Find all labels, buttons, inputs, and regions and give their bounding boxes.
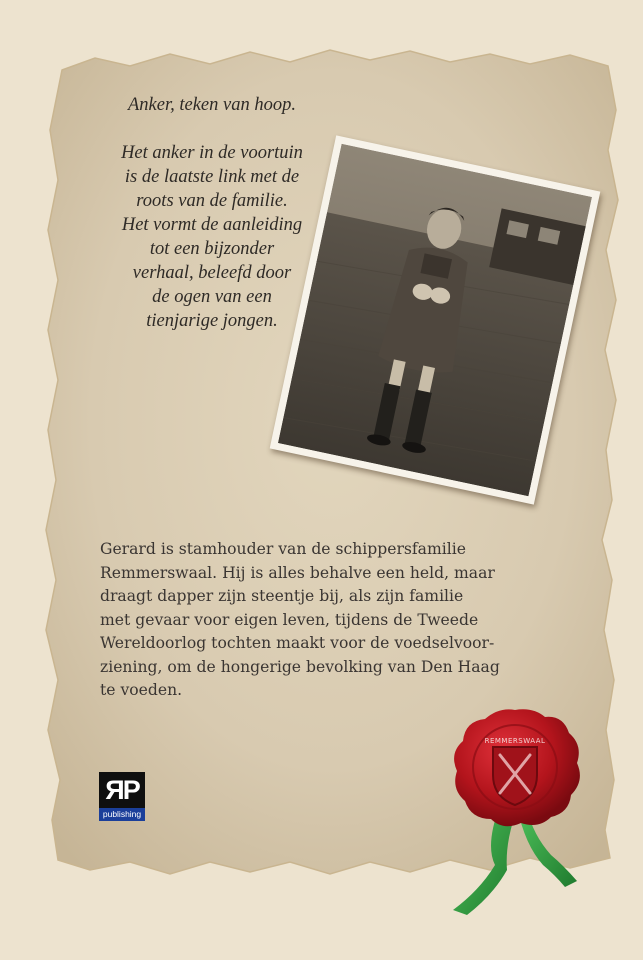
blurb-line: tienjarige jongen. (146, 311, 278, 331)
blurb-line: is de laatste link met de (124, 167, 300, 187)
blurb-line: Het anker in de voortuin (121, 143, 303, 163)
publisher-logo (99, 772, 145, 822)
blurb-line: tot een bijzonder (149, 239, 275, 259)
description-line: met gevaar voor eigen leven, tijdens de Tweede (100, 610, 479, 629)
vintage-photo-boy (278, 144, 592, 497)
description-line: Gerard is stamhouder van de schippersfamilie (100, 540, 466, 558)
wax-seal (445, 705, 585, 920)
blurb (92, 93, 332, 333)
tagline: Anker, teken van hoop. (128, 95, 296, 115)
blurb-line: roots van de familie. (136, 191, 288, 211)
description-line: draagt dapper zijn steentje bij, als zijn familie (100, 587, 464, 605)
description (100, 538, 580, 703)
blurb-line: verhaal, beleefd door (132, 263, 292, 283)
seal-inscription: REMMERSWAAL (484, 737, 546, 745)
description-line: te voeden. (100, 681, 183, 699)
blurb-line: de ogen van een (152, 287, 272, 307)
publisher-mark: ЯP (99, 772, 145, 808)
description-line: Wereldoorlog tochten maakt voor de voedselvoor- (100, 634, 495, 652)
description-line: Remmerswaal. Hij is alles behalve een held, maar (100, 563, 495, 582)
description-line: ziening, om de hongerige bevolking van Den Haag (100, 657, 500, 676)
blurb-line: Het vormt de aanleiding (121, 215, 303, 235)
publisher-subtitle: publishing (99, 808, 145, 821)
